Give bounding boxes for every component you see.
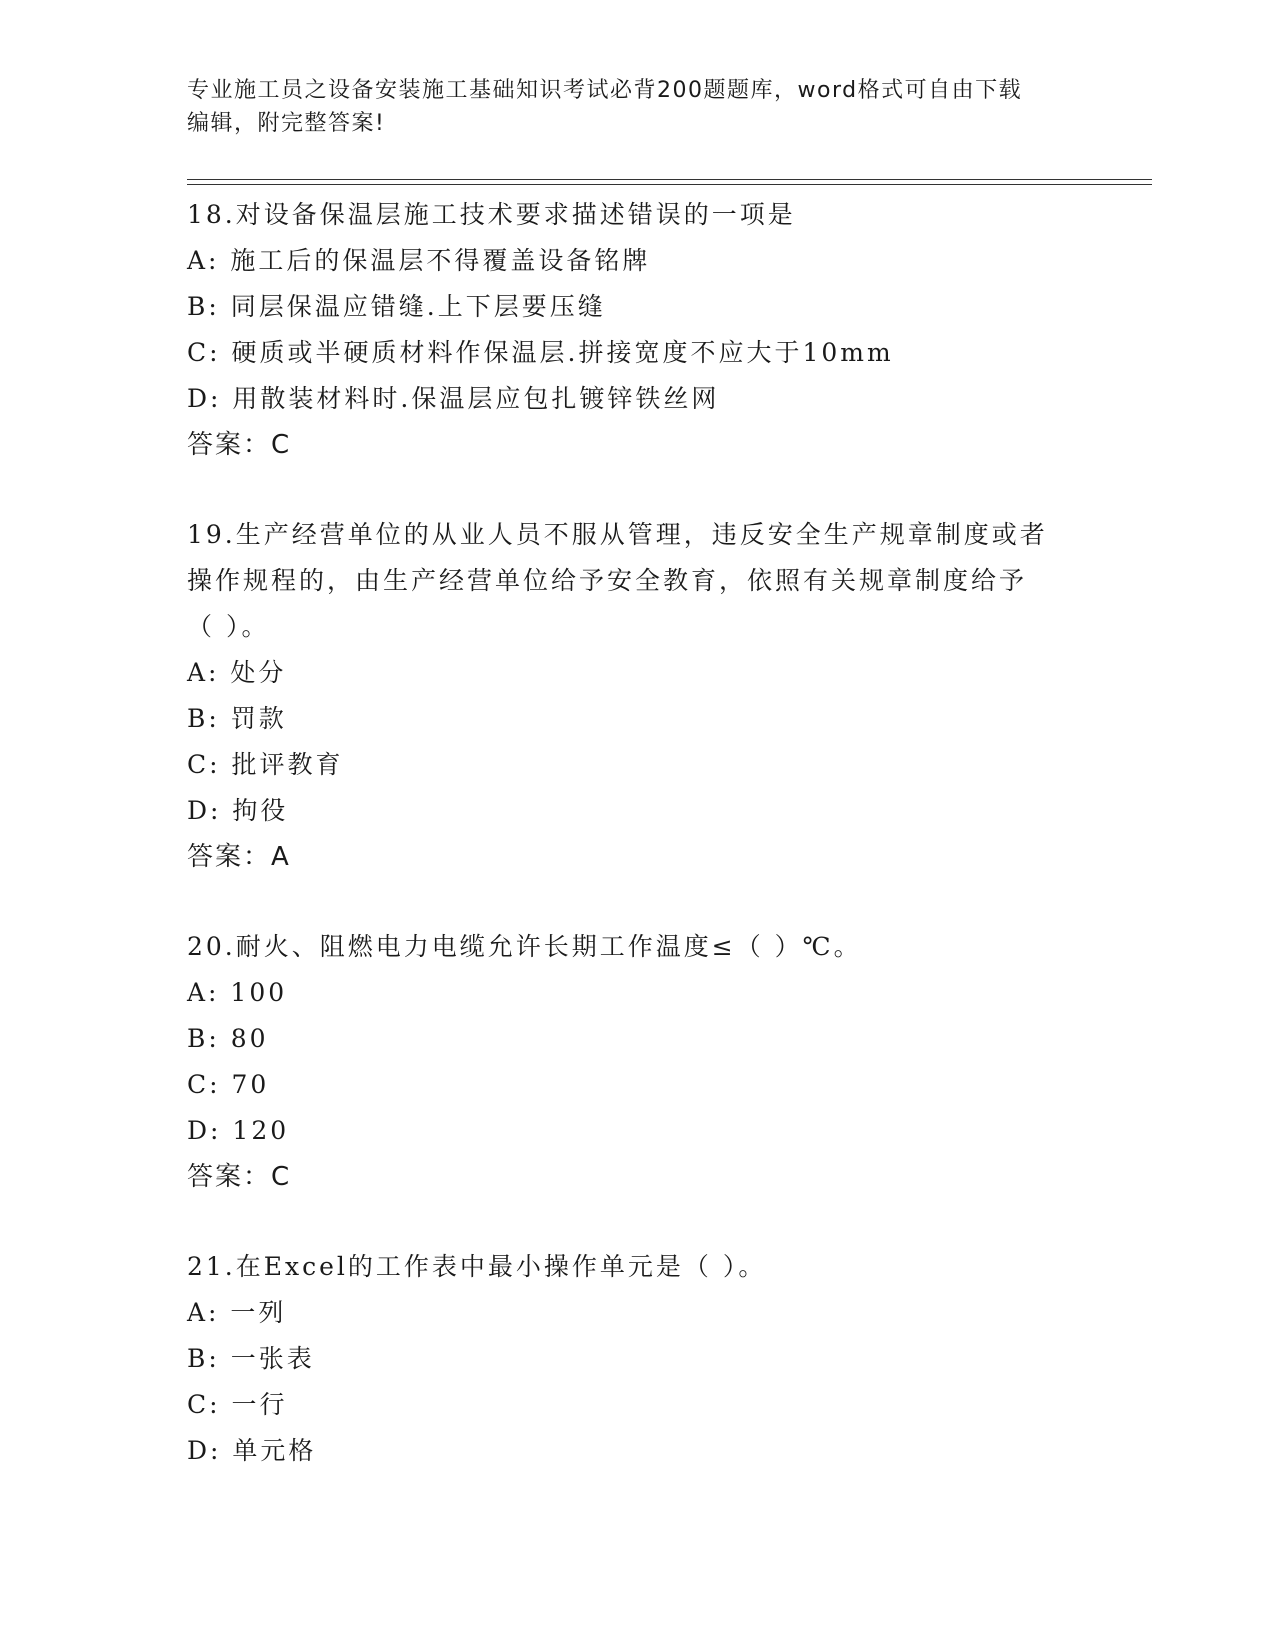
option-c: C: 70 [187, 1070, 270, 1099]
question-list [187, 192, 1087, 1474]
question-stem: 21.在Excel的工作表中最小操作单元是（ ）。 [187, 1252, 767, 1281]
option-c: C: 一行 [187, 1390, 288, 1419]
option-d: D: 120 [187, 1116, 290, 1145]
header-rule-bottom [187, 184, 1152, 185]
question-20 [187, 924, 1087, 1200]
question-21 [187, 1244, 1087, 1474]
question-stem-line-3: （ ）。 [187, 612, 270, 641]
option-a: A: 处分 [187, 658, 287, 687]
option-b: B: 同层保温应错缝.上下层要压缝 [187, 292, 606, 321]
option-a: A: 100 [187, 978, 288, 1007]
question-stem-line-2: 操作规程的，由生产经营单位给予安全教育，依照有关规章制度给予 [187, 566, 1028, 595]
answer-line: 答案：C [187, 430, 292, 460]
document-header [187, 74, 1087, 140]
option-c: C: 批评教育 [187, 750, 344, 779]
header-line-2: 编辑，附完整答案! [187, 111, 386, 136]
option-d: D: 拘役 [187, 796, 289, 825]
option-b: B: 80 [187, 1024, 269, 1053]
question-stem: 18.对设备保温层施工技术要求描述错误的一项是 [187, 200, 796, 229]
option-a: A: 施工后的保温层不得覆盖设备铭牌 [187, 246, 651, 275]
option-b: B: 一张表 [187, 1344, 315, 1373]
question-stem-line-1: 19.生产经营单位的从业人员不服从管理，违反安全生产规章制度或者 [187, 520, 1048, 549]
answer-line: 答案：A [187, 842, 291, 872]
question-19 [187, 512, 1087, 880]
header-line-1: 专业施工员之设备安装施工基础知识考试必背200题题库，word格式可自由下载 [187, 78, 1023, 103]
question-stem: 20.耐火、阻燃电力电缆允许长期工作温度≤（ ）℃。 [187, 932, 862, 961]
answer-line: 答案：C [187, 1162, 292, 1192]
option-a: A: 一列 [187, 1298, 287, 1327]
option-d: D: 单元格 [187, 1436, 317, 1465]
option-c: C: 硬质或半硬质材料作保温层.拼接宽度不应大于10mm [187, 338, 894, 367]
option-b: B: 罚款 [187, 704, 287, 733]
header-rule-top [187, 179, 1152, 180]
question-18 [187, 192, 1087, 468]
option-d: D: 用散装材料时.保温层应包扎镀锌铁丝网 [187, 384, 720, 413]
